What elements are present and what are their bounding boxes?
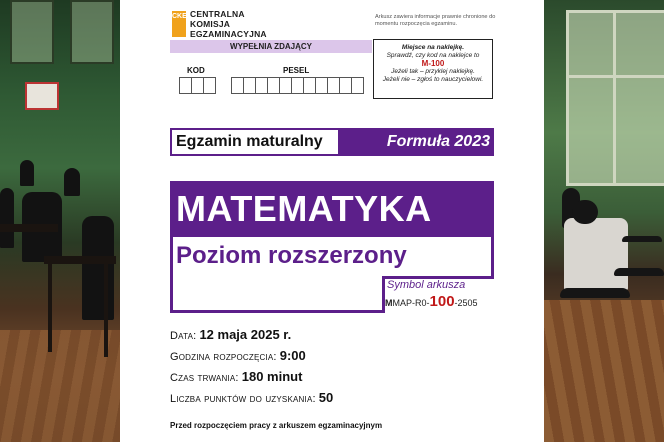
pesel-box[interactable] <box>351 77 364 94</box>
duration-label: Czas trwania: <box>170 372 239 384</box>
exam-formula: Formuła 2023 <box>340 128 494 156</box>
exam-cover-sheet <box>120 0 544 442</box>
instructions-heading: Przed rozpoczęciem pracy z arkuszem egzaminacyjnym <box>170 421 383 430</box>
symbol-label: Symbol arkusza <box>387 279 466 291</box>
classroom-photo-right <box>544 0 664 442</box>
exam-start-time <box>170 348 306 363</box>
desk-leg <box>48 262 52 352</box>
exam-duration <box>170 369 302 384</box>
basketball-hoop <box>25 82 59 110</box>
gym-window <box>70 0 114 64</box>
logo-line: KOMISJA <box>190 19 231 29</box>
start-value: 9:00 <box>279 348 306 363</box>
start-label: Godzina rozpoczęcia: <box>170 351 277 363</box>
exam-title-row <box>170 128 494 156</box>
gym-floor <box>0 330 120 442</box>
exam-date <box>170 327 291 342</box>
desk-leg <box>104 262 108 357</box>
points-label: Liczba punktów do uzyskania: <box>170 393 316 405</box>
confidential-note: Arkusz zawiera informacje prawnie chronione do momentu rozpoczęcia egzaminu. <box>375 14 496 27</box>
classroom-floor <box>544 300 664 442</box>
fill-by-student-bar: WYPEŁNIA ZDAJĄCY <box>170 40 372 53</box>
classroom-window <box>566 10 664 186</box>
sticker-instruction: Jeżeli tak – przyklej naklejkę. <box>391 68 475 75</box>
pesel-label: PESEL <box>283 66 310 75</box>
student-silhouette <box>82 216 114 320</box>
sticker-instruction: Jeżeli nie – zgłoś to nauczycielowi. <box>382 76 484 83</box>
symbol-prefix-bold: M <box>385 298 393 308</box>
symbol-suffix: -2505 <box>454 298 478 308</box>
logo-line: CENTRALNA <box>190 9 245 19</box>
exam-desk <box>560 288 630 298</box>
exam-desk <box>622 236 662 242</box>
symbol-code <box>385 293 478 310</box>
symbol-prefix: MAP-R0- <box>392 298 430 308</box>
sticker-title: Miejsce na naklejkę. <box>401 44 465 51</box>
logo-line: EGZAMINACYJNA <box>190 29 267 39</box>
sticker-area <box>373 39 493 99</box>
sticker-instruction: Sprawdź, czy kod na naklejce to <box>386 52 480 59</box>
exam-type: Egzamin maturalny <box>170 128 340 156</box>
exam-desk <box>0 224 58 232</box>
student-silhouette <box>20 160 34 186</box>
sticker-code: M-100 <box>421 59 445 68</box>
exam-desk <box>614 268 664 276</box>
date-value: 12 maja 2025 r. <box>199 327 292 342</box>
kod-label: KOD <box>187 66 205 75</box>
cke-logo-icon: CKE <box>172 11 186 37</box>
pesel-boxes[interactable] <box>231 77 363 94</box>
duration-value: 180 minut <box>241 369 303 384</box>
gym-window <box>10 0 54 64</box>
symbol-accent: 100 <box>429 293 455 310</box>
student-silhouette <box>0 188 14 248</box>
date-label: Data: <box>170 330 197 342</box>
points-value: 50 <box>318 390 334 405</box>
classroom-photo-left <box>0 0 120 442</box>
student-silhouette <box>564 218 628 290</box>
cke-logo-text <box>190 9 267 39</box>
student-silhouette <box>64 168 80 196</box>
kod-boxes[interactable] <box>179 77 215 94</box>
subject-level: Poziom rozszerzony <box>176 242 407 269</box>
exam-points <box>170 390 333 405</box>
kod-box[interactable] <box>203 77 216 94</box>
student-head <box>572 200 598 224</box>
subject-title: MATEMATYKA <box>170 181 494 237</box>
